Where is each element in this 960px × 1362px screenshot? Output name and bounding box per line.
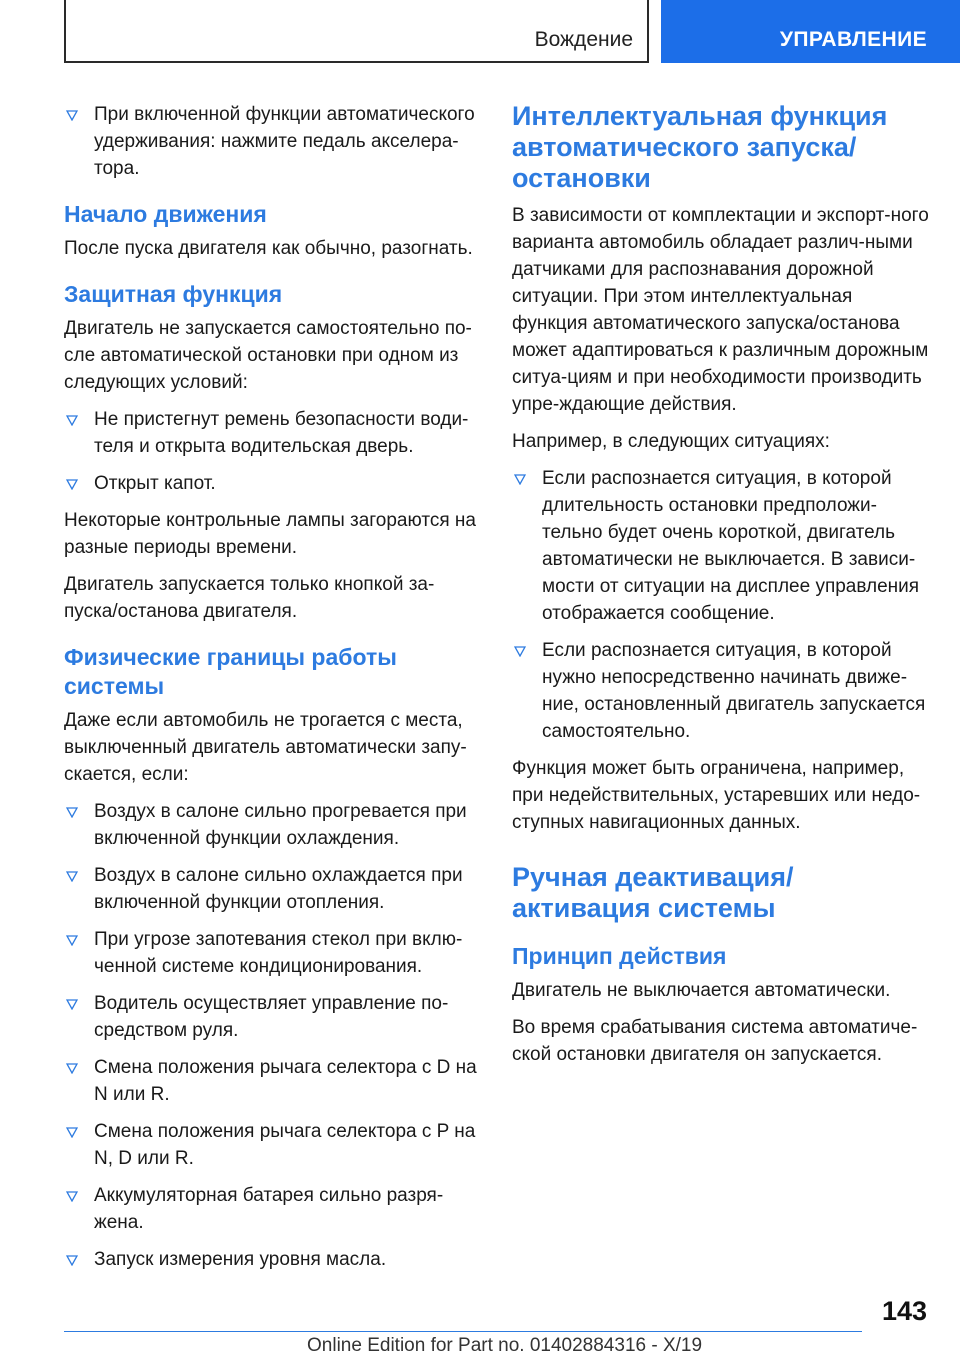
- paragraph: Например, в следующих ситуациях:: [512, 431, 830, 452]
- list-item-text: Открыт капот.: [94, 473, 216, 494]
- list-item: [64, 862, 482, 916]
- triangle-bullet-icon: [512, 465, 528, 492]
- list-item-text: Если распознается ситуация, в которой нужно непосредственно начинать движе-ние, остановленный двигатель запускается самостоятельно.: [542, 640, 926, 742]
- section-heading-limits: Физические границы работы системы: [64, 644, 397, 699]
- paragraph: Функция может быть ограничена, например, при недействительных, устаревших или недо-ступных навигационных данных.: [512, 758, 921, 833]
- header-chapter-label: УПРАВЛЕНИЕ: [779, 28, 927, 51]
- list-item: [64, 1182, 482, 1236]
- list-item-text: Если распознается ситуация, в которой длительность остановки предположи-тельно будет очень короткой, двигатель автоматически не выключается. В зависи-мости от ситуации на дисплее управления отображается сообщение.: [542, 468, 920, 624]
- footer-edition: Online Edition for Part no. 01402884316 - X/19: [307, 1335, 703, 1356]
- page-number: 143: [881, 1296, 927, 1326]
- section-heading-start: Начало движения: [64, 201, 267, 227]
- triangle-bullet-icon: [64, 101, 80, 128]
- list-item-text: Водитель осуществляет управление по-средством руля.: [94, 993, 449, 1041]
- list-item-text: Запуск измерения уровня масла.: [94, 1249, 387, 1270]
- section-heading-manual: Ручная деактивация/активация системы: [512, 862, 794, 923]
- list-item-text: При включенной функции автоматического удерживания: нажмите педаль акселера-тора.: [94, 104, 475, 179]
- header-section-tab: [64, 0, 649, 63]
- section-heading-intelligent: Интеллектуальная функция автоматического запуска/ остановки: [512, 101, 888, 193]
- paragraph: Во время срабатывания система автоматиче-ской остановки двигателя он запускается.: [512, 1017, 918, 1065]
- header-chapter-tab: [661, 0, 960, 63]
- list-item-text: Воздух в салоне сильно охлаждается при включенной функции отопления.: [94, 865, 463, 913]
- list-item: [512, 465, 932, 627]
- paragraph: После пуска двигателя как обычно, разогнать.: [64, 238, 473, 259]
- left-column: [64, 101, 482, 1283]
- list-item: [64, 926, 482, 980]
- list-item: [64, 101, 482, 182]
- section-heading-protect: Защитная функция: [64, 281, 283, 307]
- triangle-bullet-icon: [64, 1118, 80, 1145]
- triangle-bullet-icon: [512, 637, 528, 664]
- list-item-text: Не пристегнут ремень безопасности води-теля и открыта водительская дверь.: [94, 409, 469, 457]
- triangle-bullet-icon: [64, 1182, 80, 1209]
- list-item: [64, 798, 482, 852]
- triangle-bullet-icon: [64, 926, 80, 953]
- list-item: [512, 637, 932, 745]
- list-item-text: Смена положения рычага селектора с P на N, D или R.: [94, 1121, 476, 1169]
- list-item-text: Смена положения рычага селектора с D на N или R.: [94, 1057, 477, 1105]
- triangle-bullet-icon: [64, 470, 80, 497]
- paragraph: В зависимости от комплектации и экспорт-ного варианта автомобиль обладает различ-ными датчиками для распознавания дорожной ситуации. При этом интеллектуальная функция автоматического запуска/останова может адаптироваться к различным дорожным ситуа-циям и при необходимости производить упре-ждающие действия.: [512, 205, 929, 415]
- list-item-text: Аккумуляторная батарея сильно разря-жена.: [94, 1185, 444, 1233]
- paragraph: Двигатель не запускается самостоятельно по-сле автоматической остановки при одном из следующих условий:: [64, 318, 472, 393]
- list-item-text: При угрозе запотевания стекол при вклю-ченной системе кондиционирования.: [94, 929, 463, 977]
- paragraph: Даже если автомобиль не трогается с места, выключенный двигатель автоматически запу-скается, если:: [64, 710, 467, 785]
- triangle-bullet-icon: [64, 406, 80, 433]
- list-item: [64, 470, 482, 497]
- paragraph: Двигатель не выключается автоматически.: [512, 980, 891, 1001]
- list-item: [64, 406, 482, 460]
- triangle-bullet-icon: [64, 798, 80, 825]
- list-item: [64, 1246, 482, 1273]
- right-column: [512, 101, 932, 1078]
- paragraph: Некоторые контрольные лампы загораются на разные периоды времени.: [64, 510, 476, 558]
- paragraph: Двигатель запускается только кнопкой за-пуска/останова двигателя.: [64, 574, 435, 622]
- list-item-text: Воздух в салоне сильно прогревается при включенной функции охлаждения.: [94, 801, 467, 849]
- footer-divider: [64, 1331, 862, 1332]
- list-item: [64, 1118, 482, 1172]
- triangle-bullet-icon: [64, 1246, 80, 1273]
- list-item: [64, 1054, 482, 1108]
- list-item: [64, 990, 482, 1044]
- triangle-bullet-icon: [64, 990, 80, 1017]
- triangle-bullet-icon: [64, 862, 80, 889]
- header-section-label: Вождение: [534, 28, 633, 51]
- triangle-bullet-icon: [64, 1054, 80, 1081]
- subsection-heading-principle: Принцип действия: [512, 943, 727, 969]
